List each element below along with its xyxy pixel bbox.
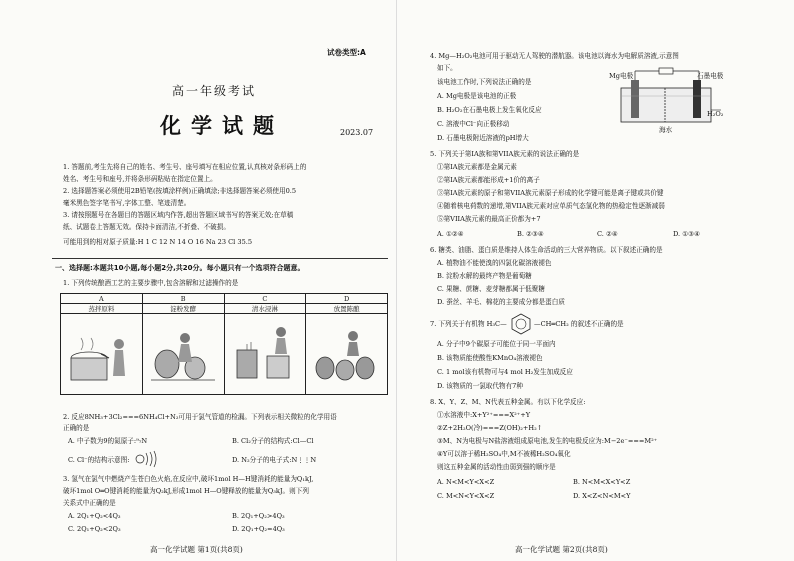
notice-line: 1. 答题前,考生先将自己的姓名、考生号、座号填写在相应位置,认真核对条形码上的: [63, 163, 307, 171]
option-letter: D: [306, 294, 388, 304]
question-3-option-b: B. 2Q₁+Q₂>4Q₃: [232, 512, 285, 520]
subject-title: 化学试题: [160, 114, 284, 138]
question-8-item: ①水溶液中:X+Y²⁺===X²⁺+Y: [437, 411, 531, 419]
steaming-grain-illustration: [63, 314, 139, 392]
question-4-option-c: C. 溶液中Cl⁻向正极移动: [437, 120, 510, 128]
question-2-option-d: D. N₂分子的电子式:N⋮⋮N: [232, 456, 317, 464]
question-8-item: ③M、N为电极与N盐溶液组成原电池,发生的电极反应为:M−2e⁻===M²⁺: [437, 437, 658, 445]
illustration-cell: [61, 314, 143, 395]
question-3-stem-cont: 破坏1mol O═O键消耗的能量为Q₂kJ,形成1mol H—O键释放的能量为Q₃kJ。则下列: [63, 487, 309, 495]
question-6-option-c: C. 果糖、蔗糖、麦芽糖都属于低聚糖: [437, 285, 545, 293]
question-7-stem-prefix: 7. 下列关于有机物 H₃C—: [430, 320, 507, 328]
question-6-option-b: B. 淀粉水解的最终产物是葡萄糖: [437, 272, 532, 280]
water-leaching-illustration: [227, 314, 303, 392]
atomic-mass-line: 可能用到的相对原子质量:H 1 C 12 N 14 O 16 Na 23 Cl 35.5: [63, 238, 253, 246]
question-6-option-d: D. 蚕丝、羊毛、棉花的主要成分都是蛋白质: [437, 298, 565, 306]
question-5-item: ④随着核电荷数的递增,第VIIA族元素对应单质气态氢化物的热稳定性逐渐减弱: [437, 202, 665, 210]
question-6-option-a: A. 植物油不能使溴的四氯化碳溶液褪色: [437, 259, 552, 267]
illustration-cell: [224, 314, 306, 395]
exam-page-2: [397, 0, 794, 561]
question-8-option-d: D. X<Z<N<M<Y: [573, 492, 631, 500]
question-5-item: ⑤第VIIA族元素的最高正价都为+7: [437, 215, 541, 223]
question-4-stem-cont: 如下。: [437, 64, 457, 72]
seawater-label: 海水: [659, 126, 673, 134]
question-8-item: ②Z+2H₂O(冷)===Z(OH)₂+H₂↑: [437, 424, 543, 432]
question-4-prompt: 该电池工作时,下列说法正确的是: [437, 78, 532, 86]
question-2-option-c: C. Cl⁻的结构示意图:: [68, 456, 130, 464]
question-2-stem: 2. 反应8NH₃+3Cl₂===6NH₄Cl+N₂可用于氯气管道的检漏。下列表示相关微粒的化学用语: [63, 413, 337, 421]
divider: [52, 258, 388, 259]
question-5-option-b: B. ②③④: [517, 230, 544, 238]
question-8-option-b: B. N<M<X<Y<Z: [573, 478, 631, 486]
question-8-option-c: C. M<N<Y<X<Z: [437, 492, 495, 500]
illustration-cell: [306, 314, 388, 395]
aging-jars-illustration: [309, 314, 385, 392]
h2o2-label: H₂O₂: [707, 110, 724, 118]
question-8-item: ④Y可以溶于稀H₂SO₄中,M不被稀H₂SO₄氧化: [437, 450, 571, 458]
question-2-stem-cont: 正确的是: [63, 424, 90, 432]
page-1-footer: 高一化学试题 第1页(共8页): [150, 545, 243, 554]
question-4-option-b: B. H₂O₂在石墨电极上发生氧化反应: [437, 106, 542, 114]
question-1-stem: 1. 下列传统酿酒工艺的主要步骤中,包含溶解和过滤操作的是: [63, 279, 239, 287]
question-1-table: [60, 293, 388, 395]
illustration-cell: [142, 314, 224, 395]
notice-line: 纸、试题卷上答题无效。保持卡面清洁,不折叠、不破损。: [63, 223, 230, 231]
question-7-stem-suffix: —CH═CH₂ 的叙述不正确的是: [534, 320, 624, 328]
question-5-option-a: A. ①②④: [437, 230, 464, 238]
question-5-item: ②第IA族元素都能形成+1价的离子: [437, 176, 540, 184]
section-heading: 一、选择题:本题共10小题,每小题2分,共20分。每小题只有一个选项符合题意。: [55, 264, 305, 272]
question-4-option-d: D. 石墨电极附近溶液的pH增大: [437, 134, 529, 142]
step-name: 淀粉发酵: [142, 304, 224, 314]
question-7-option-d: D. 该物质的一氯取代物有7种: [437, 382, 523, 390]
question-4-option-a: A. Mg电极是该电池的正极: [437, 92, 517, 100]
option-letter: C: [224, 294, 306, 304]
option-letter: B: [142, 294, 224, 304]
chloride-ion-structure-diagram: [132, 449, 158, 469]
exam-type-label: 试卷类型:A: [327, 48, 366, 57]
question-4-stem: 4. Mg—H₂O₂电池可用于驱动无人驾驶的潜航器。该电池以海水为电解质溶液,示意图: [430, 52, 679, 60]
notice-line: 姓名、考生号和座号,并将条形码粘贴在指定位置上。: [63, 175, 217, 183]
mg-electrode-label: Mg电极: [609, 72, 634, 80]
question-2-option-b: B. Cl₂分子的结构式:Cl—Cl: [232, 437, 314, 445]
step-name: 清水浸淋: [224, 304, 306, 314]
question-3-stem-cont: 关系式中正确的是: [63, 499, 116, 507]
page-2-footer: 高一化学试题 第2页(共8页): [515, 545, 608, 554]
question-5-item: ①第IA族元素都是金属元素: [437, 163, 517, 171]
grade-title: 高一年级考试: [172, 84, 257, 98]
option-letter: A: [61, 294, 143, 304]
question-8-prompt: 则这五种金属的活动性由弱到强的顺序是: [437, 463, 556, 471]
question-5-option-c: C. ②④: [597, 230, 618, 238]
question-3-option-a: A. 2Q₁+Q₂<4Q₃: [68, 512, 121, 520]
question-2-option-a: A. 中子数为9的氮原子:⁹₇N: [68, 437, 148, 445]
question-7-option-a: A. 分子中9个碳原子可能位于同一平面内: [437, 340, 556, 348]
question-8-option-a: A. N<M<Y<X<Z: [437, 478, 495, 486]
question-5-stem: 5. 下列关于第IA族和第VIIA族元素的说法正确的是: [430, 150, 580, 158]
question-5-item: ③第IA族元素的原子和第VIIA族元素原子形成的化学键可能是离子键或共价键: [437, 189, 664, 197]
benzene-ring-structure: [510, 313, 532, 335]
question-3-option-c: C. 2Q₁+Q₂<2Q₃: [68, 525, 121, 533]
fermentation-illustration: [145, 314, 221, 392]
step-name: 蒸拌原料: [61, 304, 143, 314]
question-8-stem: 8. X、Y、Z、M、N代表五种金属。有以下化学反应:: [430, 398, 586, 406]
question-7-option-b: B. 该物质能使酸性KMnO₄溶液褪色: [437, 354, 543, 362]
graphite-electrode-label: 石墨电极: [697, 72, 724, 80]
notice-line: 毫米黑色签字笔书写,字体工整、笔迹清楚。: [63, 199, 191, 207]
question-7-option-c: C. 1 mol该有机物可与4 mol H₂发生加成反应: [437, 368, 573, 376]
notice-line: 2. 选择题答案必须使用2B铅笔(按填涂样例)正确填涂;非选择题答案必须使用0.5: [63, 187, 297, 195]
exam-date: 2023.07: [340, 128, 374, 137]
question-5-option-d: D. ①③④: [673, 230, 700, 238]
notice-line: 3. 请按照题号在各题目的答题区域内作答,超出答题区域书写的答案无效;在草稿: [63, 211, 294, 219]
question-3-option-d: D. 2Q₁+Q₂=4Q₃: [232, 525, 285, 533]
question-3-stem: 3. 氢气在氯气中燃烧产生苍白色火焰,在反应中,破坏1mol H—H键消耗的能量为Q₁kJ,: [63, 475, 314, 483]
question-6-stem: 6. 糖类、油脂、蛋白质是维持人体生命活动的三大营养物质。以下叙述正确的是: [430, 246, 663, 254]
step-name: 放置陈酿: [306, 304, 388, 314]
